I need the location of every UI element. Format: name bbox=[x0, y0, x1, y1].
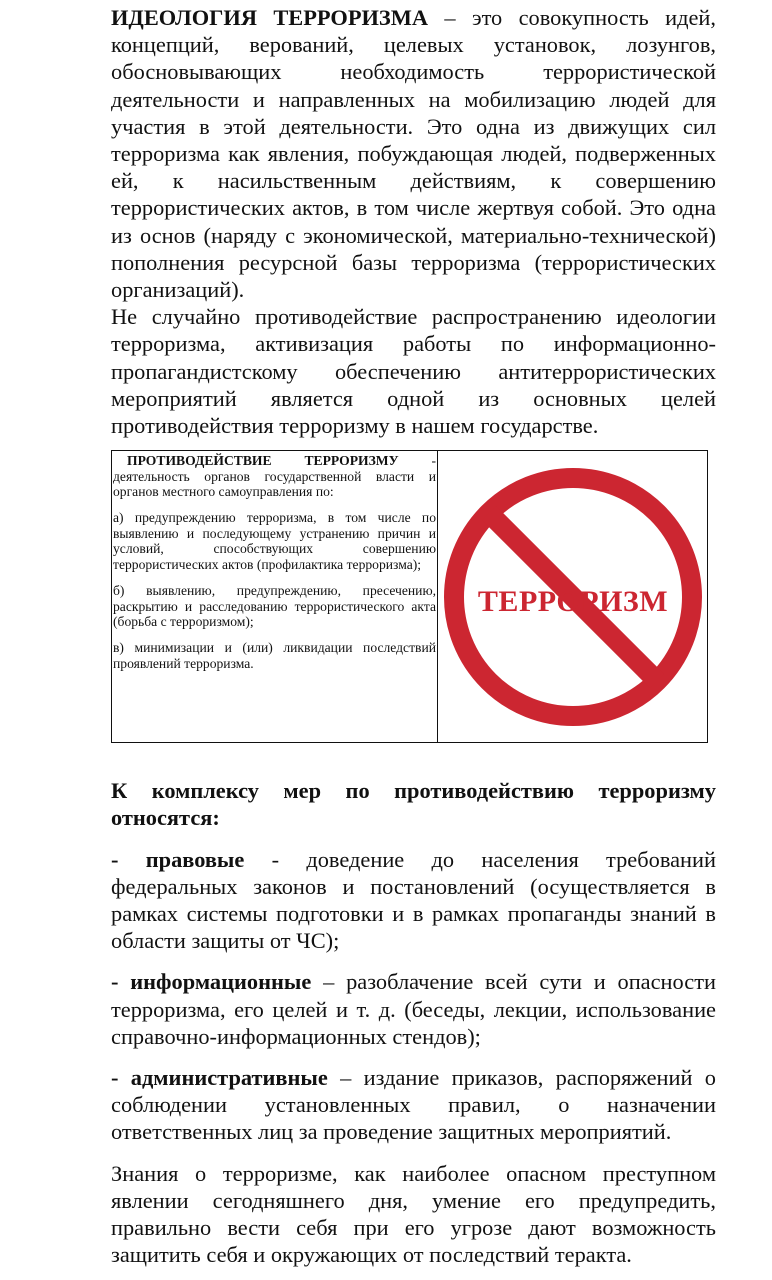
intro-paragraph bbox=[111, 4, 716, 303]
conclusion-paragraph: Знания о терроризме, как наиболее опасном преступном явлении сегодняшнего дня, умение его предупредить, правильно вести себя при его угрозе дают возможность защитить себя и окружающих от последствий теракта. bbox=[111, 1160, 716, 1268]
document-page bbox=[111, 4, 716, 1269]
table-item-b: б) выявлению, предупреждению, пресечению, раскрытию и расследованию террористического акта (борьба с терроризмом); bbox=[113, 583, 436, 629]
table-image-cell bbox=[438, 451, 708, 743]
measure-term-legal: - правовые bbox=[111, 846, 245, 872]
no-terrorism-sign-icon bbox=[442, 466, 704, 728]
measure-term-informational: - информационные bbox=[111, 969, 312, 995]
measure-term-administrative: - административные bbox=[111, 1065, 328, 1091]
table-term: ПРОТИВОДЕЙСТВИЕ ТЕРРОРИЗМУ bbox=[127, 453, 399, 469]
counter-terrorism-table bbox=[111, 450, 708, 743]
measure-item-legal: - правовые - доведение до населения требований федеральных законов и постановлений (осуществляется в рамках системы подготовки и в рамках пропаганды знаний в области защиты от ЧС); bbox=[111, 846, 716, 954]
table-item-c: в) минимизации и (или) ликвидации последствий проявлений терроризма. bbox=[113, 640, 436, 671]
intro-paragraph-2: Не случайно противодействие распространению идеологии терроризма, активизация работы по информационно-пропагандистскому обеспечению антитеррористических мероприятий является одной из основных целей противодействия терроризму в нашем государстве. bbox=[111, 304, 716, 439]
table-item-a: а) предупреждению терроризма, в том числе по выявлению и последующему устранению причин и условий, способствующих совершению террористических актов (профилактика терроризма); bbox=[113, 510, 436, 572]
table-text-cell bbox=[112, 451, 438, 743]
measure-item-informational: - информационные – разоблачение всей сути и опасности терроризма, его целей и т. д. (беседы, лекции, использование справочно-информационных стендов); bbox=[111, 969, 716, 1049]
measure-item-administrative: - административные – издание приказов, распоряжений о соблюдении установленных правил, о назначении ответственных лиц за проведение защитных мероприятий. bbox=[111, 1065, 716, 1145]
intro-definition: – это совокупность идей, концепций, верований, целевых установок, лозунгов, обосновывающих необходимость террористической деятельности и направленных на мобилизацию людей для участия в этой деятельности. Это одна из движущих сил терроризма как явления, побуждающая людей, подверженных ей, к насильственным действиям, к совершению террористических актов, в том числе жертвуя собой. Это одна из основ (наряду с экономической, материально-технической) пополнения ресурсной базы терроризма (террористических организаций). bbox=[111, 5, 716, 303]
table-definition bbox=[113, 453, 436, 499]
sign-label: ТЕРРОРИЗМ bbox=[477, 584, 668, 618]
intro-term: ИДЕОЛОГИЯ ТЕРРОРИЗМА bbox=[111, 5, 429, 30]
table-definition-text: - деятельность органов государственной власти и органов местного самоуправления по: bbox=[113, 453, 436, 500]
measures-heading: К комплексу мер по противодействию терроризму относятся: bbox=[111, 778, 716, 831]
